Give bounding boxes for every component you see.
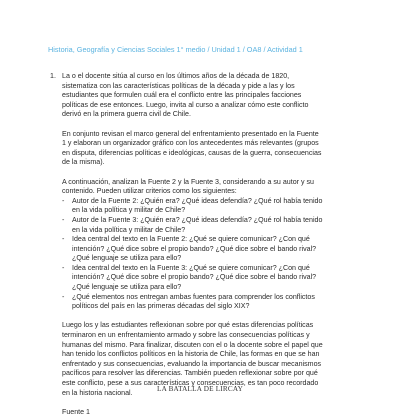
list-item: - Autor de la Fuente 3: ¿Quién era? ¿Qué ideas defendía? ¿Qué rol había tenido en la vida política y militar de Chile? [62, 215, 323, 234]
list-number: 1. [50, 72, 56, 80]
dash-bullet: - [62, 263, 65, 272]
dash-bullet: - [62, 215, 65, 224]
analysis-paragraph: A continuación, analizan la Fuente 2 y la Fuente 3, considerando a su autor y su contenido. Pueden utilizar criterios como los siguientes: [62, 177, 314, 196]
activity-body [50, 72, 360, 417]
reflection-paragraph: Luego los y las estudiantes reflexionan sobre por qué estas diferencias políticas terminaron en un enfrentamiento armado y sobre las consecuencias políticas y humanas del mismo. Para finalizar, discuten con el o la docente sobre el papel que han tenido los conflictos políticos en la historia de Chile, las formas en que se han enfrentado y sus consecuencias, evaluando la importancia de buscar mecanismos pacíficos para resolver las diferencias. También pueden reflexionar sobre por qué este conflicto, pese a sus características y consecuencias, es tan poco recordado en la historia nacional. [62, 321, 323, 397]
breadcrumb: Historia, Geografía y Ciencias Sociales 1° medio / Unidad 1 / OA8 / Actividad 1 [48, 45, 303, 54]
criteria-list [62, 197, 360, 312]
dash-bullet: - [62, 235, 65, 244]
dash-bullet: - [62, 196, 65, 205]
list-item: - ¿Qué elementos nos entregan ambas fuentes para comprender los conflictos políticos del país en las primeras décadas del siglo XIX? [62, 292, 315, 311]
list-item: - Autor de la Fuente 2: ¿Quién era? ¿Qué ideas defendía? ¿Qué rol había tenido en la vida política y militar de Chile? [62, 196, 323, 215]
intro-paragraph: La o el docente sitúa al curso en los últimos años de la década de 1820, sistematiza con las características políticas de la década y pide a las y los estudiantes que formulen cuál era el conflicto entre las principales facciones políticas de ese entonces. Luego, invita al curso a analizar cómo este conflicto derivó en la primera guerra civil de Chile. [62, 72, 309, 119]
source-title: LA BATALLA DE LIRCAY [156, 385, 243, 393]
dash-bullet: - [62, 292, 65, 301]
list-item: - Idea central del texto en la Fuente 3: ¿Qué se quiere comunicar? ¿Con qué intención? ¿Qué dice sobre el propio bando? ¿Qué dice sobre el bando rival? ¿Qué lenguaje se utiliza para ello? [62, 263, 317, 292]
source-label: Fuente 1 [62, 407, 91, 416]
list-item: - Idea central del texto en la Fuente 2: ¿Qué se quiere comunicar? ¿Con qué intención? ¿Qué dice sobre el propio bando? ¿Qué dice sobre el bando rival? ¿Qué lenguaje se utiliza para ello? [62, 235, 317, 263]
overview-paragraph: En conjunto revisan el marco general del enfrentamiento presentado en la Fuente 1 y elaboran un organizador gráfico con los antecedentes más relevantes (grupos en disputa, diferencias políticas e ideológicas, causas de la guerra, consecuencias de la misma). [62, 129, 322, 167]
